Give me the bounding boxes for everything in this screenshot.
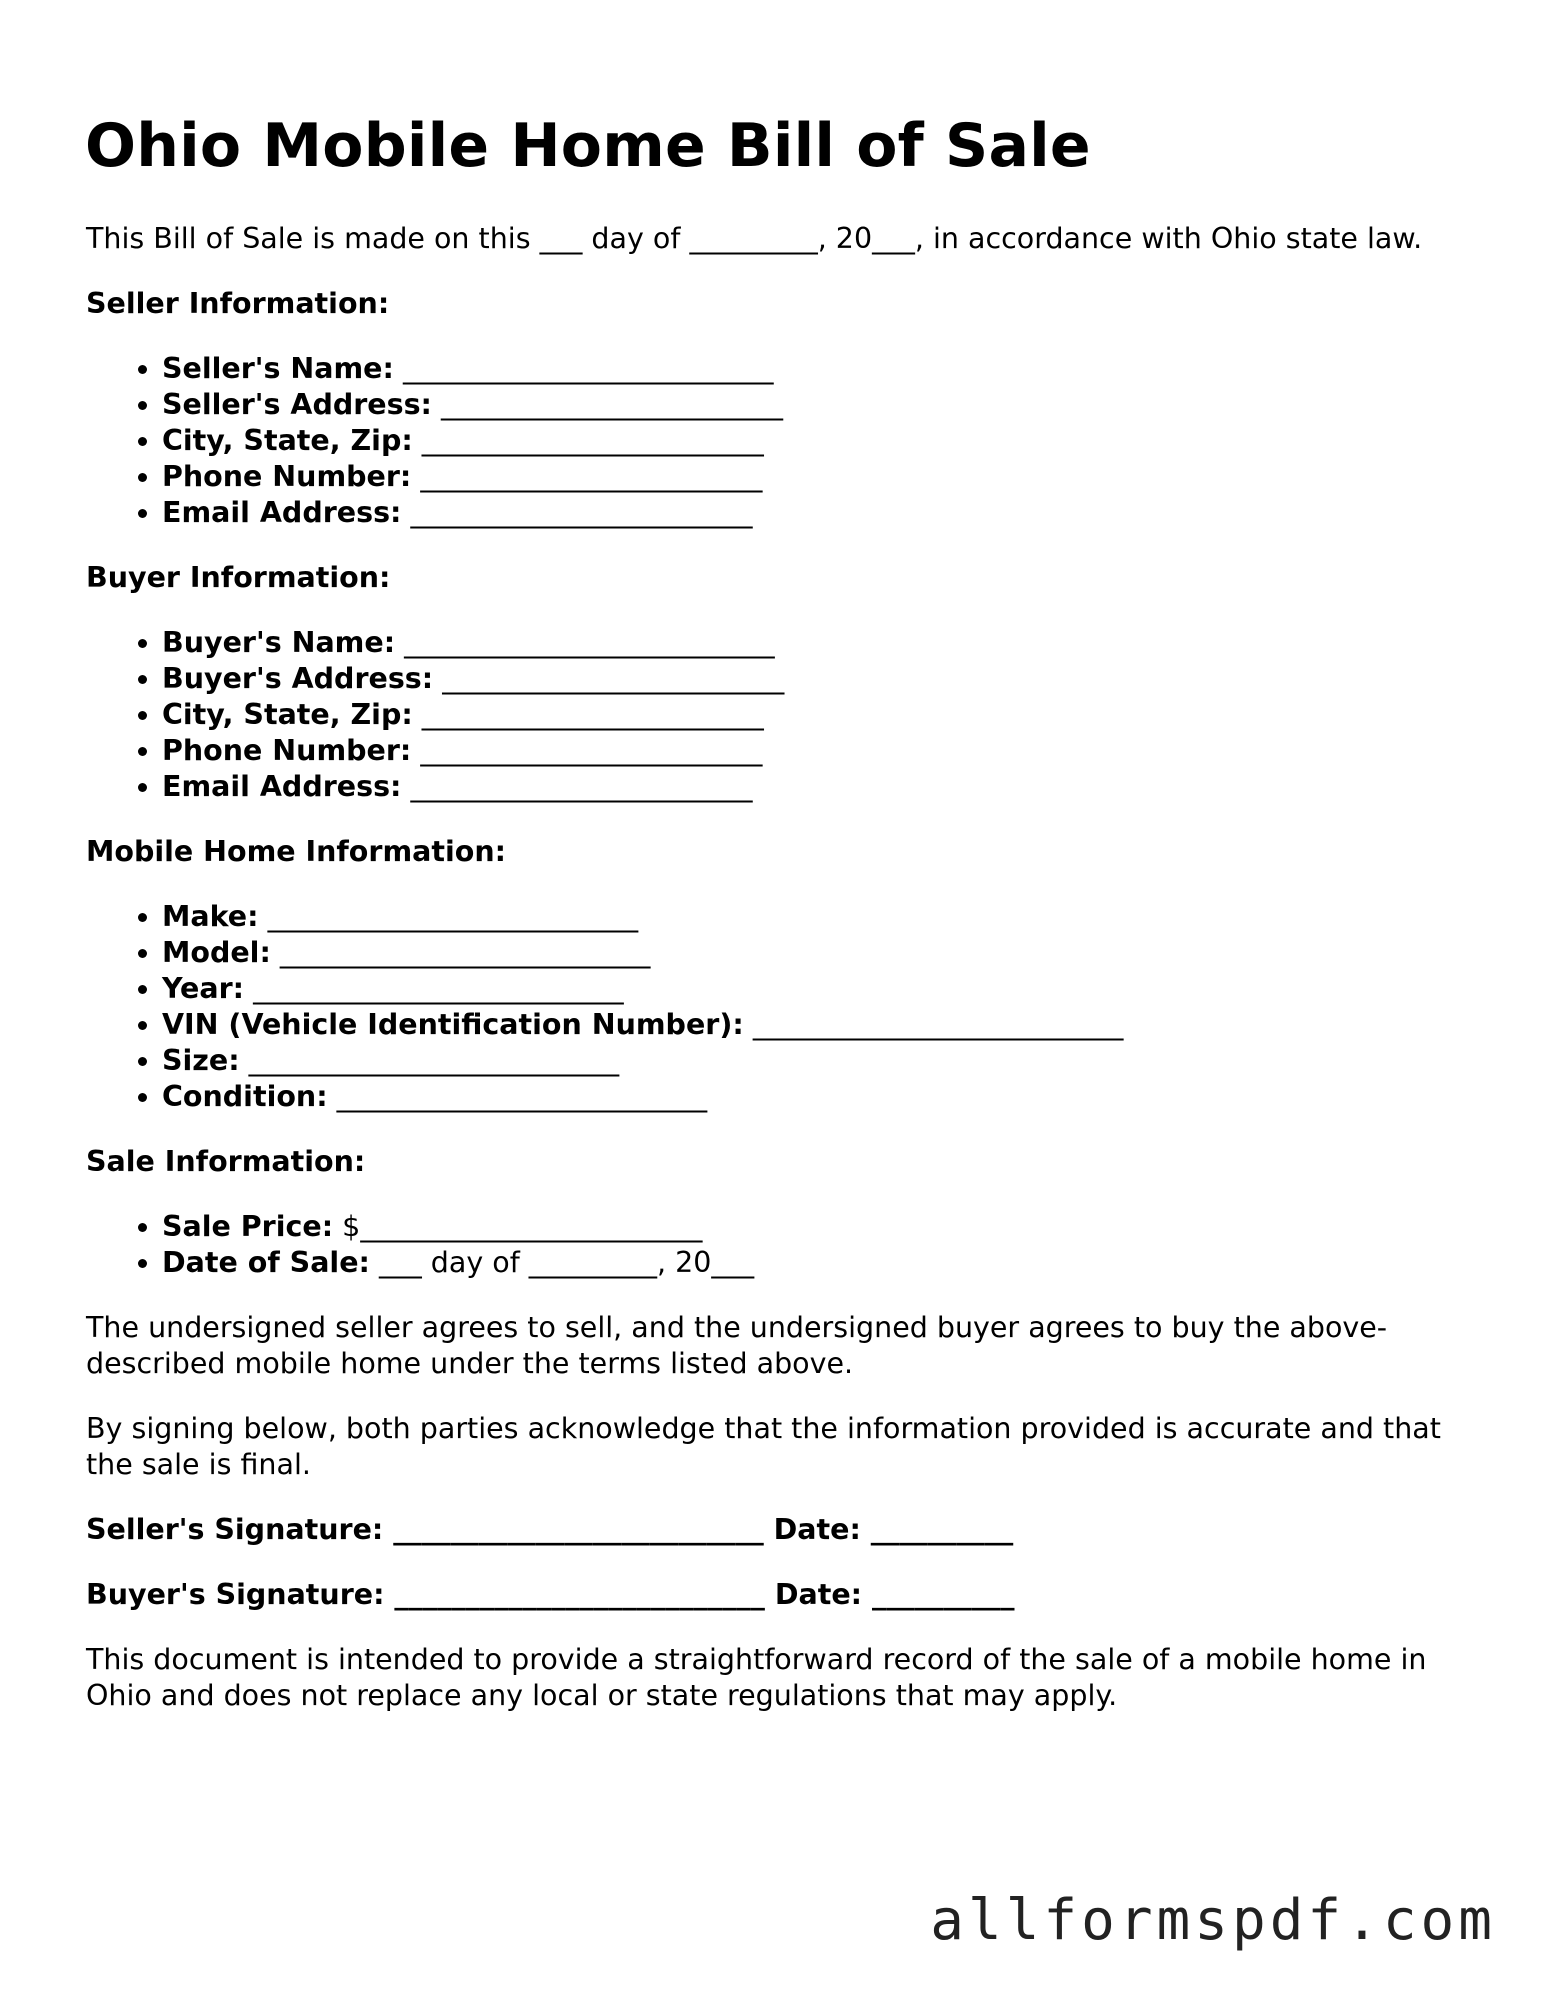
field-label: Date of Sale: (162, 1246, 370, 1279)
field-label: Condition: (162, 1080, 328, 1113)
list-item (162, 1245, 1486, 1281)
field-blank: ________________________ (431, 388, 784, 421)
field-blank: ________________________ (412, 698, 764, 731)
field-label: Seller's Address: (162, 388, 432, 421)
field-blank: __________________________ (258, 900, 639, 933)
document-page (86, 106, 1486, 1714)
field-blank: __________________________ (395, 626, 775, 659)
field-label: Phone Number: (162, 734, 412, 767)
field-label: VIN (Vehicle Identification Number): (162, 1008, 744, 1041)
field-label: Model: (162, 936, 271, 969)
field-blank: __________________________ (327, 1080, 708, 1113)
field-blank: __________________________ (239, 1044, 620, 1077)
field-blank: ________________________ (401, 770, 753, 803)
list-item (162, 733, 1486, 769)
buyer-list (86, 625, 1486, 805)
sale-list (86, 1209, 1486, 1281)
list-item (162, 625, 1486, 661)
list-item (162, 495, 1486, 531)
field-label: Buyer's Name: (162, 626, 396, 659)
buyer-signature-line: Buyer's Signature: __________________________ Date: __________ (86, 1578, 1015, 1611)
agreement-paragraph: The undersigned seller agrees to sell, and the undersigned buyer agrees to buy the above-described mobile home under the terms listed above. (86, 1311, 1388, 1380)
seller-signature-line: Seller's Signature: __________________________ Date: __________ (86, 1513, 1014, 1546)
acknowledgement-paragraph: By signing below, both parties acknowledge that the information provided is accurate and that the sale is final. (86, 1412, 1441, 1481)
field-label: Year: (162, 972, 245, 1005)
field-blank: ___ day of _________, 20___ (369, 1246, 755, 1279)
list-item (162, 935, 1486, 971)
list-item (162, 351, 1486, 387)
field-label: Email Address: (162, 496, 402, 529)
field-label: Make: (162, 900, 259, 933)
site-watermark: allformspdf.com (930, 1888, 1496, 1953)
list-item (162, 1007, 1486, 1043)
list-item (162, 1043, 1486, 1079)
list-item (162, 1079, 1486, 1115)
field-blank: ________________________ (411, 734, 763, 767)
list-item (162, 899, 1486, 935)
intro-paragraph: This Bill of Sale is made on this ___ day of _________, 20___, in accordance with Ohio state law. (86, 222, 1423, 255)
field-blank: ________________________ (411, 460, 763, 493)
field-label: Seller's Name: (162, 352, 394, 385)
field-blank: $________________________ (333, 1210, 703, 1243)
field-blank: ________________________ (433, 662, 785, 695)
field-label: Phone Number: (162, 460, 412, 493)
list-item (162, 459, 1486, 495)
field-label: Email Address: (162, 770, 402, 803)
seller-list (86, 351, 1486, 531)
sale-heading: Sale Information: (86, 1145, 366, 1178)
list-item (162, 971, 1486, 1007)
buyer-heading: Buyer Information: (86, 561, 391, 594)
field-blank: __________________________ (743, 1008, 1124, 1041)
field-blank: ________________________ (412, 424, 764, 457)
disclaimer-paragraph: This document is intended to provide a straightforward record of the sale of a mobile home in Ohio and does not replace any local or state regulations that may apply. (86, 1643, 1427, 1712)
list-item (162, 769, 1486, 805)
list-item (162, 387, 1486, 423)
field-label: Sale Price: (162, 1210, 334, 1243)
field-blank: __________________________ (270, 936, 651, 969)
list-item (162, 661, 1486, 697)
mobile-home-heading: Mobile Home Information: (86, 835, 507, 868)
field-blank: __________________________ (244, 972, 624, 1005)
list-item (162, 1209, 1486, 1245)
mobile-home-list (86, 899, 1486, 1115)
field-label: Buyer's Address: (162, 662, 434, 695)
field-label: City, State, Zip: (162, 424, 413, 457)
field-blank: __________________________ (393, 352, 774, 385)
document-title: Ohio Mobile Home Bill of Sale (85, 111, 1091, 181)
field-label: Size: (162, 1044, 240, 1077)
list-item (162, 697, 1486, 733)
list-item (162, 423, 1486, 459)
field-blank: ________________________ (401, 496, 753, 529)
field-label: City, State, Zip: (162, 698, 413, 731)
seller-heading: Seller Information: (86, 287, 390, 320)
